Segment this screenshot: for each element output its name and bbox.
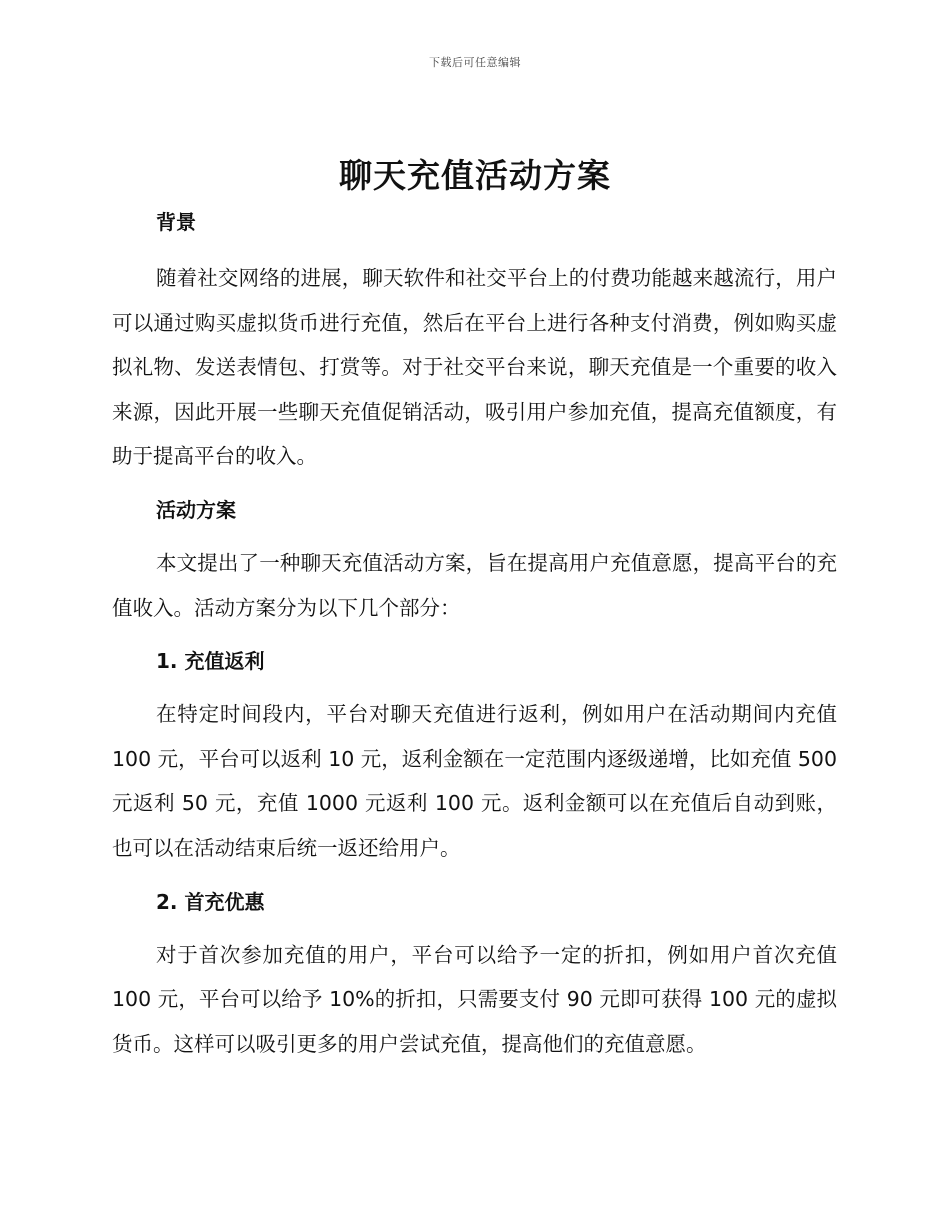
section-recharge-rebate	[112, 641, 837, 870]
section-heading: 背景	[156, 210, 196, 234]
section-paragraph: 随着社交网络的进展，聊天软件和社交平台上的付费功能越来越流行，用户可以通过购买虚拟货币进行充值，然后在平台上进行各种支付消费，例如购买虚拟礼物、发送表情包、打赏等。对于社交平台来说，聊天充值是一个重要的收入来源，因此开展一些聊天充值促销活动，吸引用户参加充值，提高充值额度，有助于提高平台的收入。	[112, 266, 837, 469]
document-title: 聊天充值活动方案	[339, 156, 611, 195]
section-paragraph: 在特定时间段内，平台对聊天充值进行返利，例如用户在活动期间内充值 100 元，平台可以返利 10 元，返利金额在一定范围内逐级递增，比如充值 500 元返利 50 元，充值 1000 元返利 100 元。返利金额可以在充值后自动到账，也可以在活动结束后统一返还给用户。	[112, 702, 837, 860]
section-paragraph: 对于首次参加充值的用户，平台可以给予一定的折扣，例如用户首次充值 100 元，平台可以给予 10%的折扣，只需要支付 90 元即可获得 100 元的虚拟货币。这样可以吸引更多的用户尝试充值，提高他们的充值意愿。	[112, 942, 837, 1056]
section-heading: 活动方案	[156, 497, 236, 522]
section-heading: 1. 充值返利	[156, 649, 265, 674]
section-heading: 2. 首充优惠	[156, 889, 265, 914]
section-background	[112, 202, 837, 479]
section-paragraph: 本文提出了一种聊天充值活动方案，旨在提高用户充值意愿，提高平台的充值收入。活动方案分为以下几个部分：	[112, 550, 837, 620]
section-first-recharge-discount	[112, 882, 837, 1067]
page-header-note: 下载后可任意编辑	[429, 56, 521, 69]
section-activity-plan	[112, 490, 837, 630]
document-body	[112, 202, 837, 1066]
